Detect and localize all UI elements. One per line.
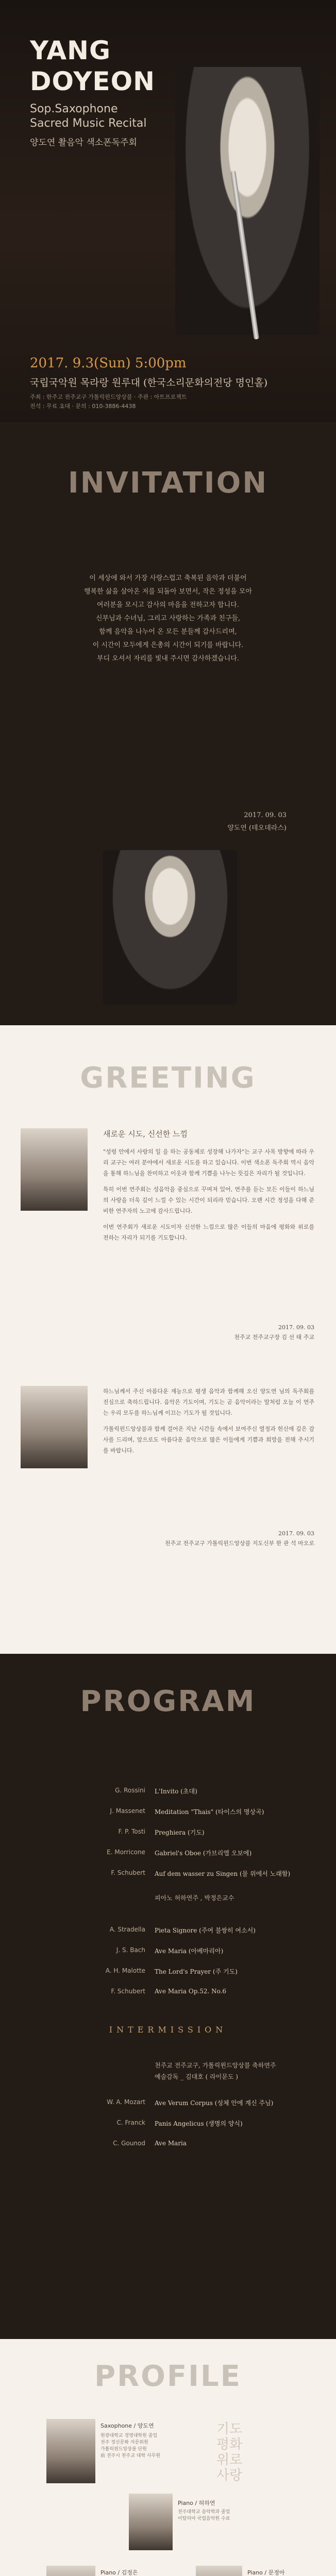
- pianist2-photo: [46, 2566, 95, 2576]
- profile-line: 前 전주시 천주교 대학 사무원: [100, 2453, 161, 2459]
- saxophonist-profile: [100, 2421, 160, 2460]
- program-work: Ave Maria Op.52. No.6: [155, 1988, 227, 1995]
- invitation-heading: INVITATION: [68, 466, 268, 500]
- hero-section: [0, 0, 336, 422]
- side-words: [216, 2421, 320, 2483]
- program-row: [0, 1783, 336, 1803]
- saxophonist-label: Saxophone / 양도연: [100, 2422, 154, 2429]
- program-row: [0, 1824, 336, 1844]
- program-row: [0, 1922, 336, 1942]
- program-heading: PROGRAM: [80, 1685, 256, 1718]
- pianist3-profile: [247, 2568, 299, 2576]
- pianist1-profile: [178, 2499, 230, 2522]
- program-work: Panis Angelicus (생명의 양식): [155, 2120, 243, 2127]
- greeting-paragraph: 가톨릭윈드앙상블과 함께 걸어온 지난 시간들 속에서 보여주신 열정과 헌신에 깊은 감사를 드리며, 앞으로도 아름다운 음악으로 많은 이들에게 기쁨과 희망을 전해 주시기를 바랍니다.: [103, 1426, 314, 1454]
- pianist1-photo: [129, 2494, 173, 2550]
- invitation-section: [0, 422, 336, 1025]
- greeting-paragraph: "성령 안에서 사랑의 일 을 하는 공동체로 성장해 나가자"는 교구 사목 방향에 따라 우리 교구는 여러 분야에서 새로운 시도를 하고 있습니다. 이번 색소폰 독주회 역시 음악을 통해 하느님을 찬미하고 이웃과 함께 기쁨을 나누는 뜻깊은 자리가 될 것입니다.: [103, 1148, 314, 1177]
- program-composer: E. Morricone: [107, 1849, 145, 1856]
- greeting-signature: [234, 1324, 314, 1341]
- priest-photo: [21, 1386, 88, 1468]
- hero-title: [30, 35, 155, 97]
- hero-venue: 국립국악원 목라랑 원루대 (한국소리문화의전당 명인홀): [30, 377, 268, 388]
- intermission-label: INTERMISSION: [109, 2025, 227, 2035]
- program-composer: J. S. Bach: [116, 1946, 145, 1954]
- invitation-line: 이 시간이 모두에게 은총의 시간이 되기를 바랍니다.: [92, 641, 244, 649]
- program-work: L'Invito (초대): [155, 1788, 197, 1795]
- profile-line: 전주 정신문화 자문위원: [100, 2440, 148, 2445]
- program-composer: J. Massenet: [110, 1807, 145, 1815]
- program-row: [0, 1803, 336, 1824]
- pianist2-label: Piano / 김정은: [100, 2569, 138, 2576]
- invitation-line: 부디 오셔서 자리를 빛내 주시면 감사하겠습니다.: [97, 655, 239, 663]
- ensemble-line: 예술감독 _ 김대호 ( 라이문도 ): [155, 2073, 238, 2080]
- invitation-line: 행복한 삶을 살아온 저를 되돌아 보면서, 작은 정성을 모아: [83, 588, 253, 596]
- saxophonist-photo: [46, 2419, 95, 2483]
- greeting-paragraph: 하느님께서 주신 아름다운 재능으로 평생 음악과 함께해 오신 양도연 님의 독주회를 진심으로 축하드립니다. 음악은 기도이며, 기도는 곧 음악이라는 말처럼 오늘 이 연주는 우리 모두를 하느님께 이끄는 기도가 될 것입니다.: [103, 1388, 314, 1416]
- invitation-signature-name: 양도연 (테오데라스): [227, 824, 287, 832]
- greeting-body-2: [103, 1386, 314, 1461]
- hero-info-line1: 주최 : 한주고 전주교구 가톨릭윈드앙상블 · 주관 : 아트프로젝트: [30, 394, 187, 400]
- greeting-paragraph: 특히 이번 연주회는 성음악을 중심으로 꾸며져 있어, 연주를 듣는 모든 이들이 하느님의 사랑을 더욱 깊이 느낄 수 있는 시간이 되리라 믿습니다. 오랜 시간 정성을 다해 준비한 연주자의 노고에 감사드립니다.: [103, 1186, 314, 1214]
- program-work: The Lord's Prayer (주 기도): [155, 1968, 238, 1975]
- pianist3-photo: [196, 2566, 242, 2576]
- hero-title-line2: DOYEON: [30, 66, 155, 96]
- hero-subtitle-line1: Sop.Saxophone: [30, 103, 118, 115]
- invitation-line: 신부님과 수녀님, 그리고 사랑하는 가족과 친구들,: [95, 615, 241, 622]
- hero-korean-title: 양도연 촬음악 색소폰독주회: [30, 138, 137, 148]
- program-composer: F. Schubert: [111, 1869, 145, 1876]
- pianist2-profile: [100, 2568, 153, 2576]
- ensemble-line: 천주교 전주교구, 가톨릭윈드앙상블 축하연주: [155, 2062, 276, 2069]
- program-row: [0, 1942, 336, 1963]
- side-word: 평화: [216, 2437, 243, 2452]
- profile-line: 전주대학교 음악학과 졸업: [178, 2510, 230, 2515]
- program-work: Ave Maria (아베마리아): [155, 1947, 224, 1955]
- invitation-line: 이 세상에 와서 가장 사랑스럽고 축복된 음악과 더불어: [89, 574, 247, 582]
- program-work: Pieta Signore (주여 불쌍히 여소서): [155, 1927, 256, 1934]
- greeting-body: [103, 1146, 314, 1248]
- program-composer: W. A. Mozart: [107, 2098, 145, 2106]
- greeting-paragraph: 이번 연주회가 새로운 시도이자 신선한 느낌으로 많은 이들의 마음에 평화와 위로를 전하는 자리가 되기를 기도합니다.: [103, 1224, 314, 1241]
- invitation-portrait-photo: [103, 850, 237, 1005]
- side-word: 위로: [216, 2452, 243, 2468]
- program-composer: C. Franck: [116, 2119, 145, 2126]
- program-work: Preghiera (기도): [155, 1829, 205, 1836]
- program-row: [0, 2094, 336, 2115]
- profile-line: 가톨릭윈드앙상블 단원: [100, 2447, 147, 2452]
- greeting-heading: GREETING: [80, 1061, 256, 1095]
- program-work: Auf dem wasser zu Singen (물 위에서 노래함): [155, 1870, 291, 1877]
- invitation-line: 함께 음악을 나누어 온 모든 분들께 감사드리며,: [99, 628, 237, 636]
- program-composer: A. Stradella: [109, 1926, 145, 1933]
- invitation-line: 여러분을 모시고 감사의 마음을 전하고자 합니다.: [97, 601, 239, 609]
- invitation-body: [31, 572, 305, 666]
- hero-info-line2: 전석 : 무료 초대 · 문의 : 010-3886-4438: [30, 403, 136, 410]
- program-row: [0, 1844, 336, 1865]
- side-word: 기도: [216, 2421, 243, 2437]
- profile-line: 원광대학교 경영대학원 졸업: [100, 2433, 158, 2438]
- program-composer: C. Gounod: [113, 2140, 145, 2147]
- bishop-photo: [21, 1128, 88, 1211]
- program-composer: F. Schubert: [111, 1988, 145, 1995]
- program-work: Ave Maria: [155, 2140, 187, 2147]
- greeting-signature-2-name: 천주교 전주교구 가톨릭윈드앙상블 지도신부 한 관 석 마오로: [164, 1540, 314, 1547]
- greeting-signature-name: 천주교 전주교구장 김 선 태 주교: [234, 1334, 314, 1341]
- program-composer: G. Rossini: [115, 1787, 145, 1794]
- hero-title-line1: YANG: [30, 36, 111, 65]
- invitation-signature-date: 2017. 09. 03: [244, 811, 287, 819]
- program-work: Gabriel's Oboe (가브리엘 오보에): [155, 1850, 252, 1857]
- invitation-signature: [227, 811, 287, 832]
- program-row: [0, 1984, 336, 2004]
- program-composer: F. P. Tosti: [118, 1828, 145, 1835]
- program-composer: A. H. Malotte: [105, 1967, 145, 1974]
- program-performers: 피아노 허하연주 , 박정은교수: [155, 1894, 234, 1902]
- greeting-signature-2-date: 2017. 09. 03: [278, 1530, 314, 1537]
- program-work: Meditation "Thais" (타이스의 명상곡): [155, 1808, 264, 1816]
- hero-subtitle: [30, 102, 146, 131]
- program-work: Ave Verum Corpus (성체 안에 계신 주님): [155, 2099, 274, 2107]
- pianist3-label: Piano / 문정아: [247, 2569, 285, 2576]
- hero-info: [30, 393, 187, 411]
- profile-heading: PROFILE: [94, 2360, 242, 2393]
- greeting-title: 새로운 시도, 신선한 느낌: [103, 1129, 188, 1139]
- side-word: 사랑: [216, 2468, 243, 2483]
- profile-line: 이탈리아 국립음악원 수료: [178, 2516, 230, 2521]
- program-row: [0, 2115, 336, 2136]
- greeting-signature-2: [165, 1530, 314, 1547]
- greeting-signature-date: 2017. 09. 03: [278, 1324, 314, 1331]
- program-row: [0, 1865, 336, 1886]
- profile-section: [0, 2339, 336, 2576]
- program-section: [0, 1654, 336, 2339]
- greeting-section: [0, 1025, 336, 1654]
- pianist1-label: Piano / 허하연: [178, 2500, 215, 2506]
- hero-date: 2017. 9.3(Sun) 5:00pm: [30, 355, 187, 371]
- program-row: [0, 2136, 336, 2156]
- hero-subtitle-line2: Sacred Music Recital: [30, 117, 147, 130]
- program-row: [0, 1963, 336, 1984]
